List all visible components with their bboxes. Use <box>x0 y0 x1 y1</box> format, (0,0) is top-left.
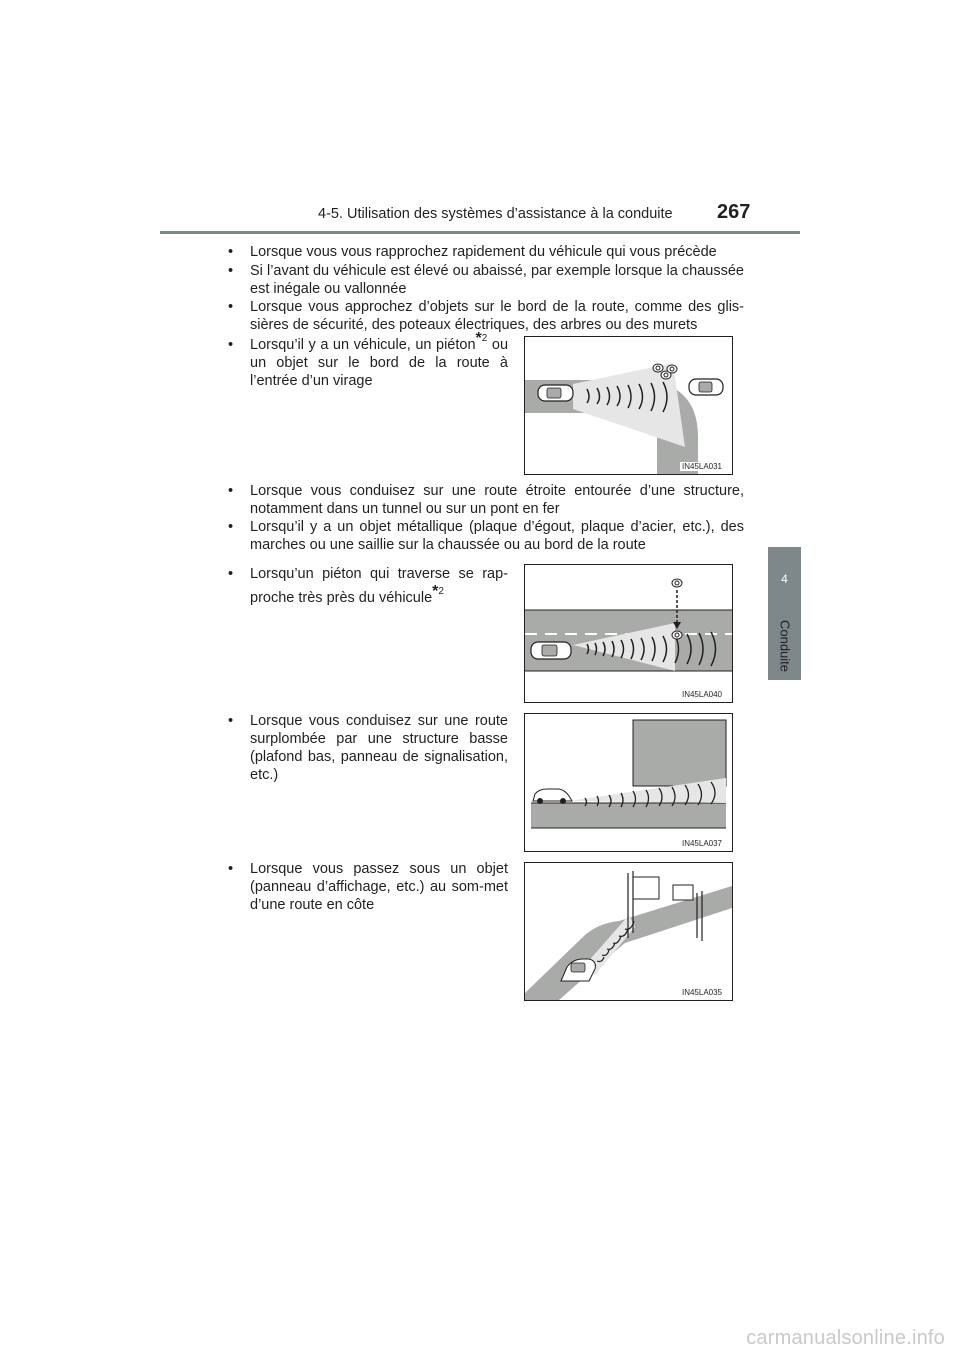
figure-code: IN45LA031 <box>681 462 722 471</box>
list-item: • Lorsque vous vous rapprochez rapidement du véhicule qui vous précède <box>228 243 744 261</box>
figure-low-structure <box>524 713 733 852</box>
page-number: 267 <box>717 201 751 223</box>
curve-illustration <box>525 337 732 474</box>
chapter-label: Conduite <box>777 619 793 673</box>
figure-code: IN45LA040 <box>681 690 722 699</box>
list-item: • Lorsqu’il y a un véhicule, un piéton$^{*2}$ ou un objet sur le bord de la route à l’entrée d’un virage <box>228 330 509 389</box>
pedestrian-illustration <box>525 565 732 702</box>
section-title: 4-5. Utilisation des systèmes d’assistance à la conduite <box>318 206 673 222</box>
list-item-text: Lorsque vous conduisez sur une route étroite entourée d’une structure, notamment dans un tunnel ou sur un pont en fer <box>250 483 744 517</box>
list-item-text: Lorsqu’un piéton qui traverse se rap-proche très près du véhicule$^{*2}$ <box>250 566 508 606</box>
list-item: • Lorsqu’il y a un objet métallique (plaque d’égout, plaque d’acier, etc.), des marches ou une saillie sur la chaussée ou au bord de la route <box>228 519 744 553</box>
list-item-text: Si l’avant du véhicule est élevé ou abaissé, par exemple lorsque la chaussée est inégale ou vallonnée <box>250 263 744 297</box>
chapter-number: 4 <box>781 572 788 586</box>
structure-illustration <box>525 714 732 851</box>
list-item: • Lorsqu’un piéton qui traverse se rap-proche très près du véhicule$^{*2}$ <box>228 562 508 610</box>
watermark: carmanualsonline.info <box>746 1327 945 1349</box>
footnote-ref: *2 <box>475 330 488 347</box>
list-item-text: Lorsqu’il y a un objet métallique (plaque d’égout, plaque d’acier, etc.), des marches ou une saillie sur la chaussée ou au bord de la route <box>250 519 744 553</box>
list-item-text: Lorsque vous approchez d’objets sur le bord de la route, comme des glis-sières de sécurité, des poteaux électriques, des arbres ou des murets <box>250 299 744 333</box>
footnote-ref: *2 <box>432 583 444 600</box>
list-item-text: Lorsque vous vous rapprochez rapidement du véhicule qui vous précède <box>250 244 717 260</box>
list-item-text: Lorsque vous passez sous un objet (panneau d’affichage, etc.) au som-met d’une route en côte <box>250 861 508 913</box>
uphill-illustration <box>525 863 732 1000</box>
list-item: • Lorsque vous approchez d’objets sur le bord de la route, comme des glis-sières de sécurité, des poteaux électriques, des arbres ou des murets <box>228 299 744 333</box>
list-item-text: Lorsqu’il y a un véhicule, un piéton$^{*2}$ ou un objet sur le bord de la route à l’entrée d’un virage <box>250 330 509 389</box>
list-item: • Lorsque vous passez sous un objet (panneau d’affichage, etc.) au som-met d’une route en côte <box>228 861 508 913</box>
list-item-text: Lorsque vous conduisez sur une route surplombée par une structure basse (plafond bas, panneau de signalisation, etc.) <box>250 713 508 783</box>
figure-code: IN45LA035 <box>681 988 722 997</box>
figure-code: IN45LA037 <box>681 839 722 848</box>
list-item: • Lorsque vous conduisez sur une route surplombée par une structure basse (plafond bas, panneau de signalisation, etc.) <box>228 713 508 783</box>
figure-pedestrian-crossing <box>524 564 733 703</box>
list-item: • Si l’avant du véhicule est élevé ou abaissé, par exemple lorsque la chaussée est inégale ou vallonnée <box>228 263 744 297</box>
header-rule <box>160 231 800 234</box>
figure-uphill-sign <box>524 862 733 1001</box>
figure-curve-road <box>524 336 733 475</box>
list-item: • Lorsque vous conduisez sur une route étroite entourée d’une structure, notamment dans un tunnel ou sur un pont en fer <box>228 483 744 517</box>
